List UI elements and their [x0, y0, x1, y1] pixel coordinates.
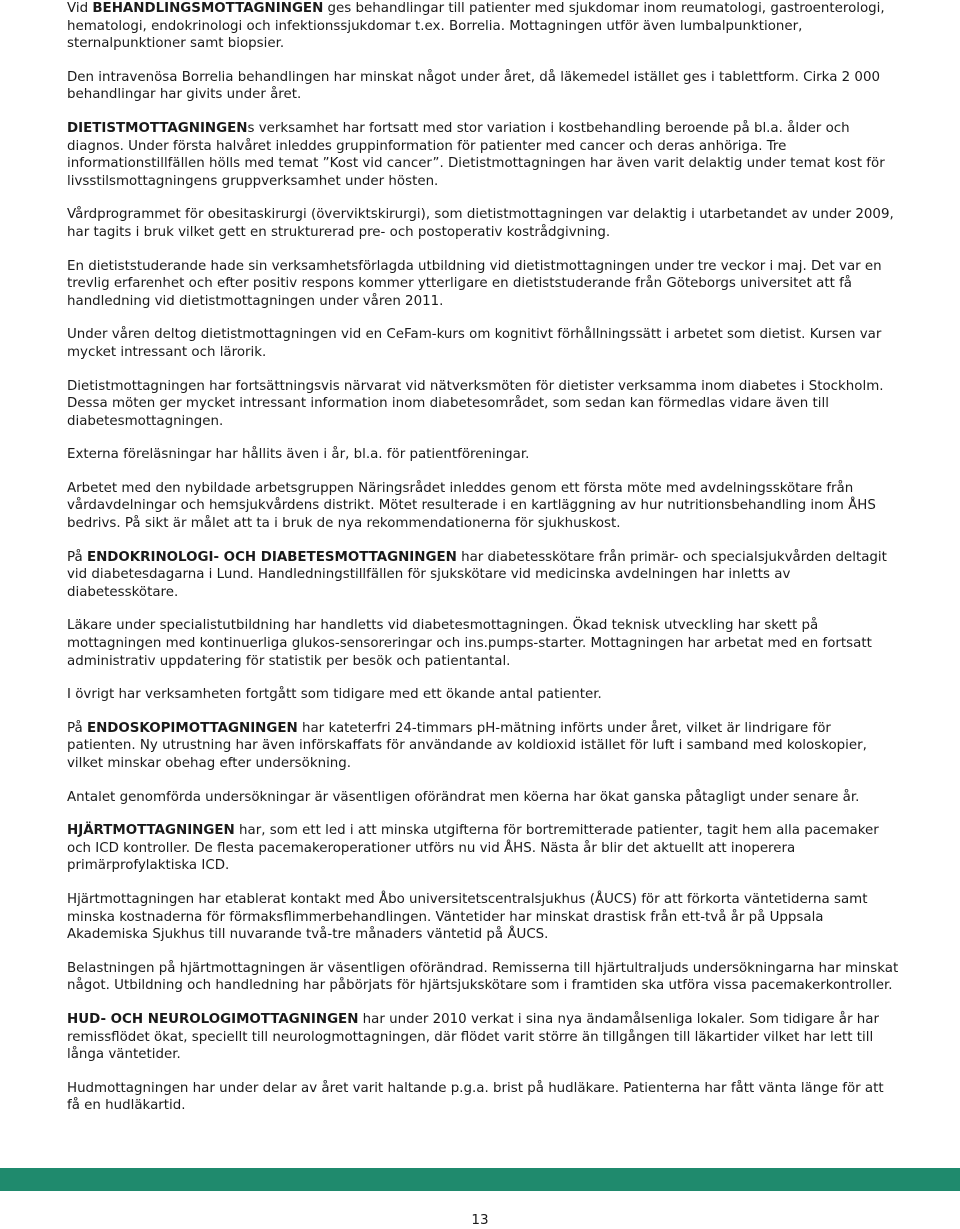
paragraph: [67, 258, 899, 311]
paragraph-text: har under 2010 verkat i sina nya ändamålsenliga lokaler. Som tidigare år har remissflödet ökat, speciellt till neurologmottagningen, där flödet varit större än tillgången till läkartider vilket har lett till långa väntetider.: [67, 1011, 879, 1063]
paragraph-text: har diabetesskötare från primär- och specialsjukvården deltagit vid diabetesdagarna i Lund. Handledningstillfällen för sjukskötare vid medicinska avdelningen har inletts av diabetesskötare.: [67, 549, 887, 600]
paragraph-text: På: [67, 720, 87, 736]
paragraph: [67, 0, 899, 53]
paragraph-text: Arbetet med den nybildade arbetsgruppen Näringsrådet inleddes genom ett första möte med avdelningsskötare från vårdavdelningar och hemsjukvårdens distrikt. Mötet resulterade i en kartläggning av hur nutritionsbehandling inom ÅHS bedrivs. På sikt är målet att ta i bruk de nya rekommendationerna för sjukhuskost.: [67, 480, 876, 532]
paragraph-text: Under våren deltog dietistmottagningen vid en CeFam-kurs om kognitivt förhållningssätt i arbetet som dietist. Kursen var mycket intressant och lärorik.: [67, 327, 882, 360]
paragraph-text: ges behandlingar till patienter med sjukdomar inom reumatologi, gastroenterologi, hematologi, endokrinologi och infektionssjukdomar t.ex. Borrelia. Mottagningen utför även lumbalpunktioner, sternalpunktioner samt biopsier.: [67, 1, 885, 52]
paragraph: [67, 206, 899, 241]
paragraph: [67, 617, 899, 670]
paragraph: [67, 378, 899, 431]
paragraph-text: Vårdprogrammet för obesitaskirurgi (överviktskirurgi), som dietistmottagningen var delaktig i utarbetandet av under 2009, har tagits i bruk vilket gett en strukturerad pre- och postoperativ kostrådgivning.: [67, 207, 894, 240]
paragraph-text: Dietistmottagningen har fortsättningsvis närvarat vid nätverksmöten för dietister verksamma inom diabetes i Stockholm. Dessa möten ger mycket intressant information inom diabetesområdet, som sedan kan förmedlas vidare även till diabetesmottagningen.: [67, 378, 884, 429]
section-heading: ENDOKRINOLOGI- OCH DIABETESMOTTAGNINGEN: [86, 549, 457, 565]
paragraph-text: Hudmottagningen har under delar av året varit haltande p.g.a. brist på hudläkare. Patienterna har fått vänta länge för att få en hudläkartid.: [67, 1080, 884, 1114]
paragraph: [67, 446, 899, 464]
paragraph-text: I övrigt har verksamheten fortgått som tidigare med ett ökande antal patienter.: [67, 687, 602, 703]
section-heading: HUD- OCH NEUROLOGIMOTTAGNINGEN: [67, 1011, 359, 1027]
paragraph: [67, 686, 899, 704]
page-number: 13: [471, 1212, 489, 1228]
paragraph: [67, 120, 899, 190]
section-heading: ENDOSKOPIMOTTAGNINGEN: [86, 720, 298, 736]
paragraph-text: har, som ett led i att minska utgifterna för bortremitterade patienter, tagit hem alla pacemaker och ICD kontroller. De flesta pacemakeroperationer utförs nu vid ÅHS. Nästa år blir det aktuellt att inoperera primärprofylaktiska ICD.: [67, 823, 879, 874]
paragraph-text: Externa föreläsningar har hållits även i år, bl.a. för patientföreningar.: [67, 447, 530, 463]
paragraph: [67, 480, 899, 533]
paragraph-text: har kateterfri 24-timmars pH-mätning införts under året, vilket är lindrigare för patienten. Ny utrustning har även införskaffats för användande av koldioxid istället för luft i samband med koloskopier, vilket minskar obehag efter undersökning.: [67, 720, 867, 771]
paragraph: [67, 960, 899, 995]
paragraph: [67, 1011, 899, 1064]
paragraph-text: En dietiststuderande hade sin verksamhetsförlagda utbildning vid dietistmottagningen under tre veckor i maj. Det var en trevlig erfarenhet och efter positiv respons kommer ytterligare en dietiststuderande från Göteborgs universitet att få handledning vid dietistmottagningen under våren 2011.: [67, 258, 882, 309]
paragraph: [67, 891, 899, 944]
footer-bar: [0, 1168, 960, 1191]
paragraph-text: s verksamhet har fortsatt med stor variation i kostbehandling beroende på bl.a. ålder och diagnos. Under första halvåret inleddes gruppinformation för patienter med cancer och deras anhöriga. Tre informationstillfällen hölls med temat ”Kost vid cancer”. Dietistmottagningen har även varit delaktig under temat kost för livsstilsmottagningens gruppverksamhet under hösten.: [67, 120, 885, 189]
paragraph-text: På: [67, 549, 87, 565]
paragraph: [67, 1080, 899, 1115]
paragraph-text: Belastningen på hjärtmottagningen är väsentligen oförändrad. Remisserna till hjärtultraljuds undersökningarna har minskat något. Utbildning och handledning har påbörjats för hjärtsjukskötare som i framtiden ska utföra vissa pacemakerkontroller.: [67, 960, 899, 994]
paragraph-text: Hjärtmottagningen har etablerat kontakt med Åbo universitetscentralsjukhus (ÅUCS) för att förkorta väntetiderna samt minska kostnaderna för förmaksflimmerbehandlingen. Väntetider har minskat drastisk från ett-två år på Uppsala Akademiska Sjukhus till nuvarande två-tre månaders väntetid på ÅUCS.: [67, 891, 868, 943]
section-heading: BEHANDLINGSMOTTAGNINGEN: [92, 1, 324, 16]
paragraph-text: Den intravenösa Borrelia behandlingen har minskat något under året, då läkemedel istället ges i tablettform. Cirka 2 000 behandlingar har givits under året.: [67, 69, 880, 103]
paragraph: [67, 326, 899, 361]
paragraph-text: Antalet genomförda undersökningar är väsentligen oförändrat men köerna har ökat ganska påtagligt under senare år.: [67, 789, 860, 805]
paragraph: [67, 69, 899, 104]
document-body: [67, 0, 899, 1131]
paragraph: [67, 549, 899, 602]
paragraph-text: Vid: [67, 1, 93, 16]
paragraph-text: Läkare under specialistutbildning har handletts vid diabetesmottagningen. Ökad teknisk utveckling har skett på mottagningen med kontinuerliga glukos-sensoreringar och ins.pumps-starter. Mottagningen har arbetat med en fortsatt administrativ uppdatering för statistik per besök och patientantal.: [67, 618, 872, 669]
paragraph: [67, 789, 899, 807]
paragraph: [67, 720, 899, 773]
section-heading: HJÄRTMOTTAGNINGEN: [67, 823, 235, 839]
paragraph: [67, 822, 899, 875]
section-heading: DIETISTMOTTAGNINGEN: [67, 120, 248, 136]
